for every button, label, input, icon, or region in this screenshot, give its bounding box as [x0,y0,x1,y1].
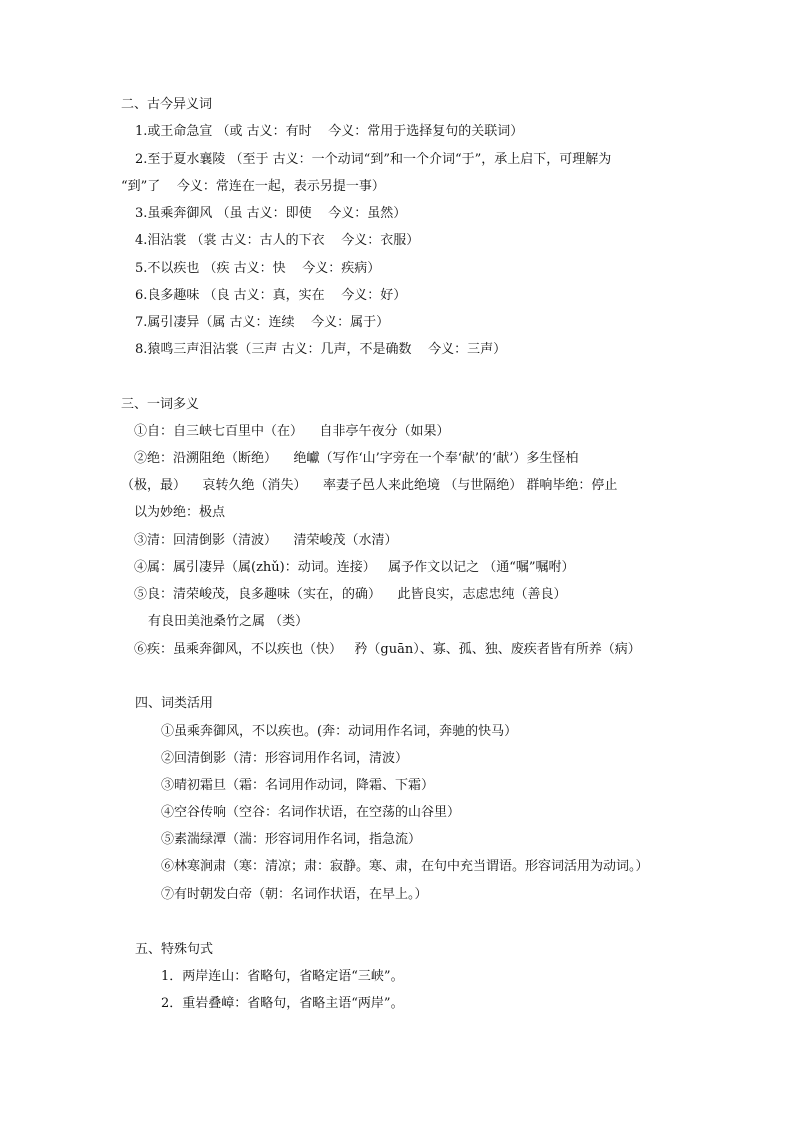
text-line: 2．重岩叠嶂：省略句，省略主语“两岸”。 [161,996,404,1011]
text-line: ②绝：沿溯阻绝（断绝） 绝巘（写作‘山’字旁在一个奉‘献’的‘献’）多生怪柏 [134,451,579,466]
text-line: 以为妙绝：极点 [134,505,226,520]
text-line: ⑤素湍绿潭（湍：形容词用作名词，指急流） [161,832,422,847]
text-line: 2.至于夏水襄陵 （至于 古义：一个动词“到”和一个介词“于”，承上启下，可理解为 [135,152,612,167]
text-line: 有良田美池桑竹之属 （类） [148,614,309,629]
text-line: ③晴初霜旦（霜：名词用作动词，降霜、下霜） [161,778,435,793]
text-line: 5.不以疾也 （疾 古义：快 今义：疾病） [135,261,381,276]
text-line: ③清：回清倒影（清波） 清荣峻茂（水清） [134,533,398,548]
text-line: ①虽乘奔御风，不以疾也。(奔：动词用作名词，奔驰的快马） [161,724,518,739]
section-heading: 四、词类活用 [135,696,214,711]
text-line: 1.或王命急宣 （或 古义：有时 今义：常用于选择复句的关联词） [135,124,524,139]
text-line: 1．两岸连山：省略句，省略定语“三峡”。 [161,969,404,984]
text-line: ①自：自三峡七百里中（在） 自非亭午夜分（如果） [134,424,450,439]
text-line: ②回清倒影（清：形容词用作名词，清波） [161,751,409,766]
text-line: 6.良多趣味 （良 古义：真，实在 今义：好） [135,288,407,303]
text-line: “到”了 今义：常连在一起，表示另提一事） [121,179,385,194]
section-heading: 二、古今异义词 [121,97,213,112]
text-line: 8.猿鸣三声泪沾裳（三声 古义：几声，不是确数 今义：三声） [135,342,507,357]
text-line: 4.泪沾裳 （裳 古义：古人的下衣 今义：衣服） [135,233,420,248]
text-line: 3.虽乘奔御风 （虽 古义：即使 今义：虽然） [135,206,407,221]
text-line: ⑦有时朝发白帝（朝：名词作状语，在早上。） [161,887,428,902]
text-line: ⑥林寒涧肃（寒：清凉；肃：寂静。寒、肃，在句中充当谓语。形容词活用为动词。） [161,859,649,874]
text-line: ④空谷传响（空谷：名词作状语，在空荡的山谷里） [161,805,461,820]
text-line: 7.属引凄异（属 古义：连续 今义：属于） [135,315,390,330]
text-line: ⑥疾：虽乘奔御风，不以疾也（快） 矜（guān）、寡、孤、独、废疾者皆有所养（病） [134,642,641,657]
text-line: ④属：属引凄异（属(zhǔ)：动词。连接） 属予作文以记之 （通“嘱”嘱咐） [134,560,575,575]
text-line: （极，最） 哀转久绝（消失） 率妻子邑人来此绝境 （与世隔绝） 群响毕绝：停止 [121,478,618,493]
section-heading: 三、一词多义 [121,397,200,412]
section-heading: 五、特殊句式 [135,942,214,957]
text-line: ⑤良：清荣峻茂，良多趣味（实在，的确） 此皆良实，志虑忠纯（善良） [134,587,567,602]
